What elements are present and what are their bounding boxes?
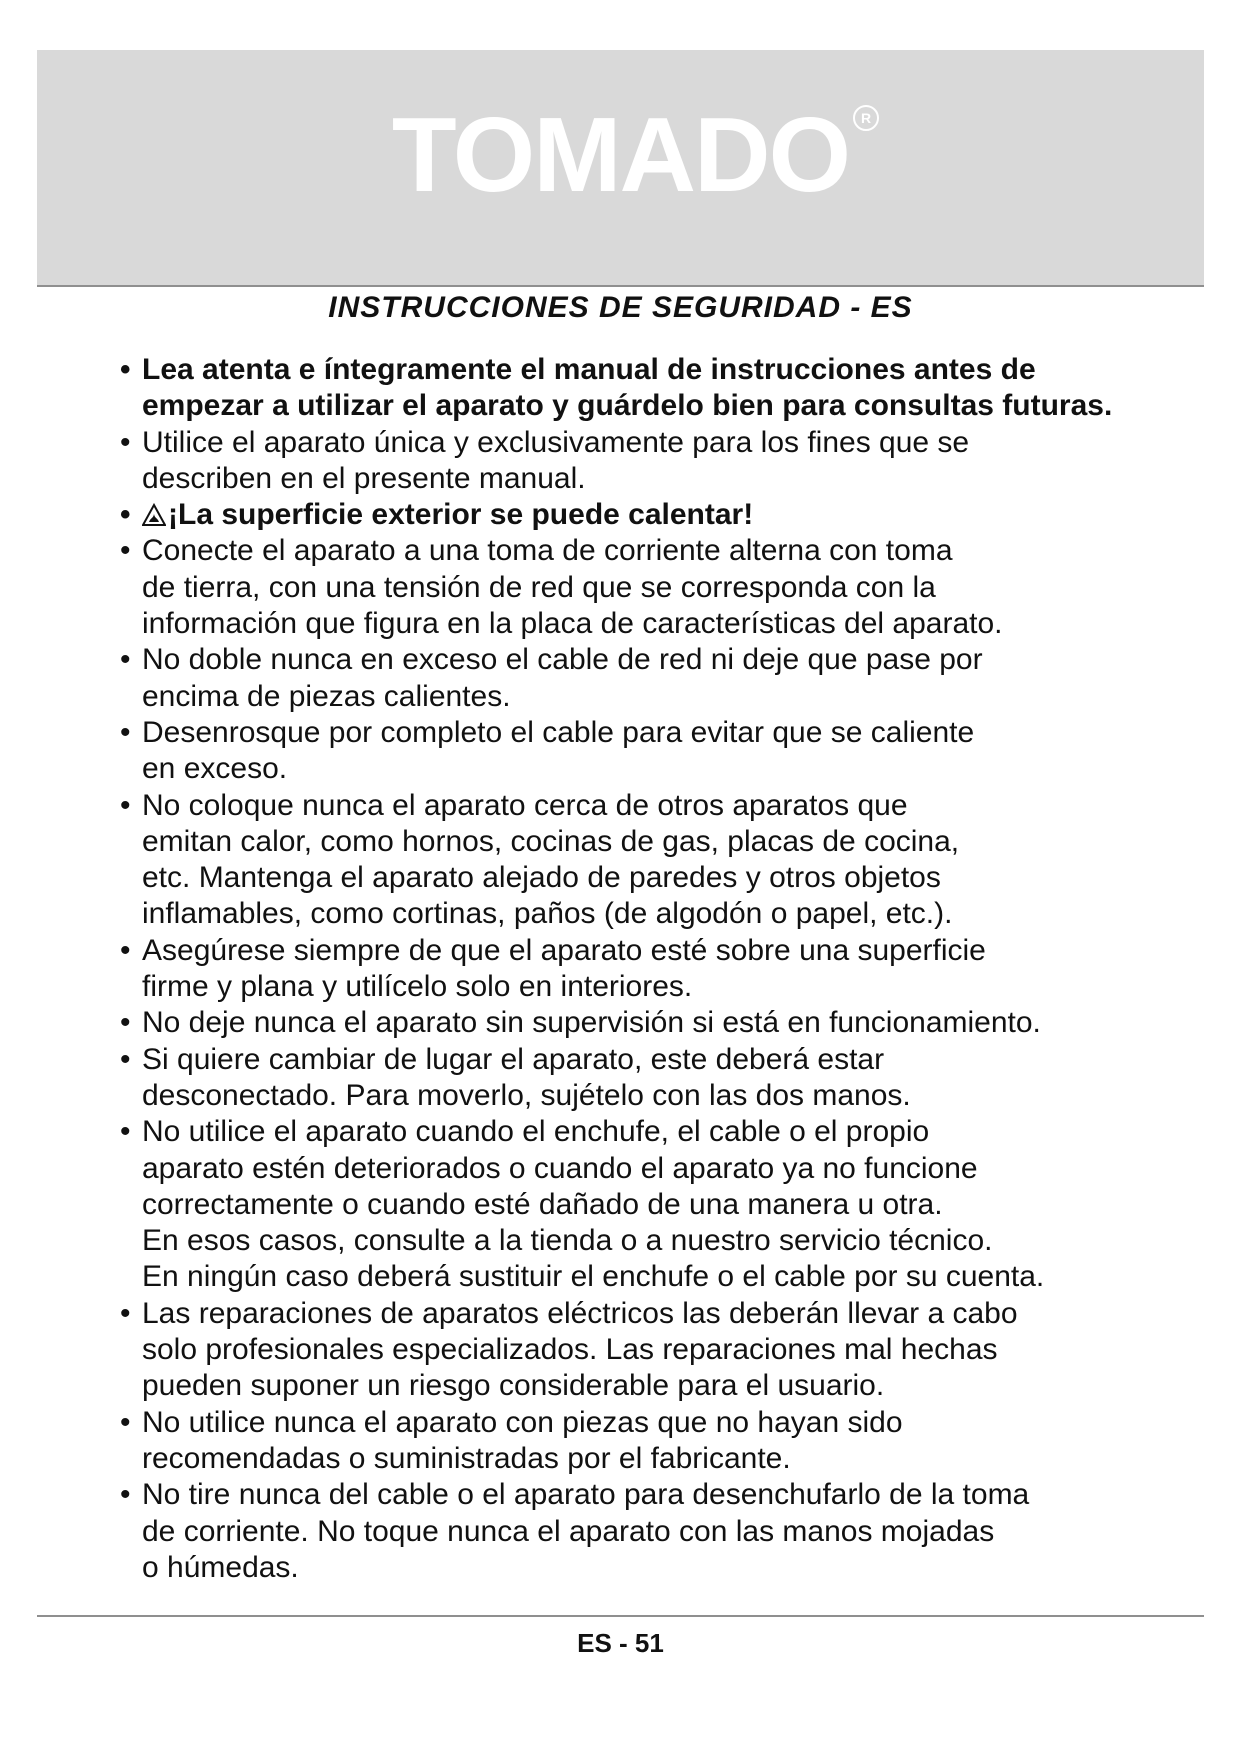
warning-icon: [142, 503, 166, 527]
list-item-text: No coloque nunca el aparato cerca de otros aparatos que: [142, 788, 908, 822]
list-item-text: etc. Mantenga el aparato alejado de paredes y otros objetos: [142, 861, 941, 895]
list-item-line: [142, 1405, 1180, 1441]
list-item-line: [142, 1114, 1180, 1150]
footer-divider: [37, 1615, 1204, 1617]
safety-instructions-list: [120, 352, 1180, 1586]
bullet: •: [120, 534, 131, 568]
list-item-line: [142, 715, 1180, 751]
bullet: •: [120, 643, 131, 677]
list-item: [120, 1042, 1180, 1115]
bullet: •: [120, 933, 131, 967]
page-number: ES - 51: [577, 1628, 664, 1658]
list-item-line: [142, 388, 1180, 424]
list-item-line: [142, 570, 1180, 606]
list-item-text: Utilice el aparato única y exclusivamente para los fines que se: [142, 425, 970, 459]
list-item-text: Lea atenta e íntegramente el manual de instrucciones antes de: [142, 353, 1036, 386]
list-item-line: [142, 788, 1180, 824]
list-item: [120, 1296, 1180, 1405]
list-item-line: [142, 1151, 1180, 1187]
list-item-text: aparato estén deteriorados o cuando el aparato ya no funcione: [142, 1151, 978, 1185]
list-item-text: pueden suponer un riesgo considerable para el usuario.: [142, 1369, 885, 1403]
list-item-line: [142, 606, 1180, 642]
list-item: [120, 715, 1180, 788]
list-item-text: Desenrosque por completo el cable para evitar que se caliente: [142, 715, 975, 749]
list-item-text: solo profesionales especializados. Las reparaciones mal hechas: [142, 1333, 998, 1367]
bullet: •: [120, 498, 131, 532]
bullet: •: [120, 1115, 131, 1149]
list-item-line: [142, 425, 1180, 461]
list-item-line: [142, 1368, 1180, 1404]
list-item-line: [142, 1441, 1180, 1477]
list-item-text: Conecte el aparato a una toma de corriente alterna con toma: [142, 534, 953, 568]
brand-logo-text: TOMADO: [391, 96, 850, 214]
bullet: •: [120, 1042, 131, 1076]
list-item-line: [142, 497, 1180, 533]
list-item-text: o húmedas.: [142, 1550, 299, 1584]
page-title: INSTRUCCIONES DE SEGURIDAD - ES: [328, 291, 913, 324]
list-item-text: empezar a utilizar el aparato y guárdelo bien para consultas futuras.: [142, 389, 1113, 423]
list-item-text: correctamente o cuando esté dañado de una manera u otra.: [142, 1187, 943, 1221]
list-item: [120, 933, 1180, 1006]
list-item: [120, 1005, 1180, 1041]
list-item-line: [142, 933, 1180, 969]
list-item: [120, 1114, 1180, 1295]
list-item-line: [142, 1005, 1180, 1041]
list-item-text: encima de piezas calientes.: [142, 679, 511, 713]
list-item-text: desconectado. Para moverlo, sujételo con las dos manos.: [142, 1078, 911, 1112]
bullet: •: [120, 1478, 131, 1512]
brand-logo: [391, 95, 872, 216]
list-item-line: [142, 533, 1180, 569]
list-item-text: de tierra, con una tensión de red que se corresponda con la: [142, 570, 936, 604]
bullet: •: [120, 715, 131, 749]
bullet: •: [120, 353, 131, 386]
list-item-line: [142, 1078, 1180, 1114]
list-item-text: de corriente. No toque nunca el aparato con las manos mojadas: [142, 1514, 995, 1548]
header-band: [37, 50, 1204, 287]
list-item-line: [142, 969, 1180, 1005]
list-item-text: No tire nunca del cable o el aparato para desenchufarlo de la toma: [142, 1478, 1030, 1512]
list-item-text: en exceso.: [142, 752, 288, 786]
list-item-line: [142, 824, 1180, 860]
list-item-line: [142, 352, 1180, 388]
bullet: •: [120, 788, 131, 822]
list-item-text: emitan calor, como hornos, cocinas de gas, placas de cocina,: [142, 824, 960, 858]
list-item-text: ¡La superficie exterior se puede calentar!: [168, 498, 754, 532]
list-item: [120, 788, 1180, 933]
bullet: •: [120, 1405, 131, 1439]
registered-mark-icon: R: [853, 105, 879, 131]
list-item-line: [142, 1042, 1180, 1078]
bullet: •: [120, 1296, 131, 1330]
list-item-text: En ningún caso deberá sustituir el enchufe o el cable por su cuenta.: [142, 1260, 1045, 1294]
list-item-text: Si quiere cambiar de lugar el aparato, este deberá estar: [142, 1042, 885, 1076]
list-item-text: No utilice nunca el aparato con piezas que no hayan sido: [142, 1405, 903, 1439]
list-item-text: recomendadas o suministradas por el fabricante.: [142, 1441, 791, 1475]
list-item-line: [142, 751, 1180, 787]
list-item-text: No utilice el aparato cuando el enchufe, el cable o el propio: [142, 1115, 930, 1149]
list-item-text: No doble nunca en exceso el cable de red ni deje que pase por: [142, 643, 983, 677]
list-item: [120, 533, 1180, 642]
list-item-line: [142, 1477, 1180, 1513]
list-item-line: [142, 1223, 1180, 1259]
list-item-text: información que figura en la placa de características del aparato.: [142, 607, 1003, 641]
list-item-text: Las reparaciones de aparatos eléctricos las deberán llevar a cabo: [142, 1296, 1018, 1330]
list-item: [120, 1477, 1180, 1586]
list-item: [120, 1405, 1180, 1478]
list-item-line: [142, 1332, 1180, 1368]
bullet: •: [120, 1006, 131, 1040]
list-item-text: inflamables, como cortinas, paños (de algodón o papel, etc.).: [142, 897, 953, 931]
list-item: [120, 497, 1180, 533]
list-item-text: describen en el presente manual.: [142, 461, 586, 495]
list-item-text: En esos casos, consulte a la tienda o a nuestro servicio técnico.: [142, 1224, 993, 1258]
list-item-line: [142, 1296, 1180, 1332]
list-item: [120, 425, 1180, 498]
bullet: •: [120, 425, 131, 459]
list-item-line: [142, 860, 1180, 896]
list-item-line: [142, 461, 1180, 497]
list-item-line: [142, 1187, 1180, 1223]
list-item-text: Asegúrese siempre de que el aparato esté sobre una superficie: [142, 933, 986, 967]
list-item-line: [142, 1259, 1180, 1295]
list-item-line: [142, 642, 1180, 678]
list-item-line: [142, 1550, 1180, 1586]
list-item-line: [142, 1514, 1180, 1550]
list-item-text: firme y plana y utilícelo solo en interiores.: [142, 970, 693, 1004]
list-item-line: [142, 679, 1180, 715]
list-item: [120, 352, 1180, 425]
list-item-text: No deje nunca el aparato sin supervisión si está en funcionamiento.: [142, 1006, 1041, 1040]
list-item-line: [142, 896, 1180, 932]
list-item: [120, 642, 1180, 715]
